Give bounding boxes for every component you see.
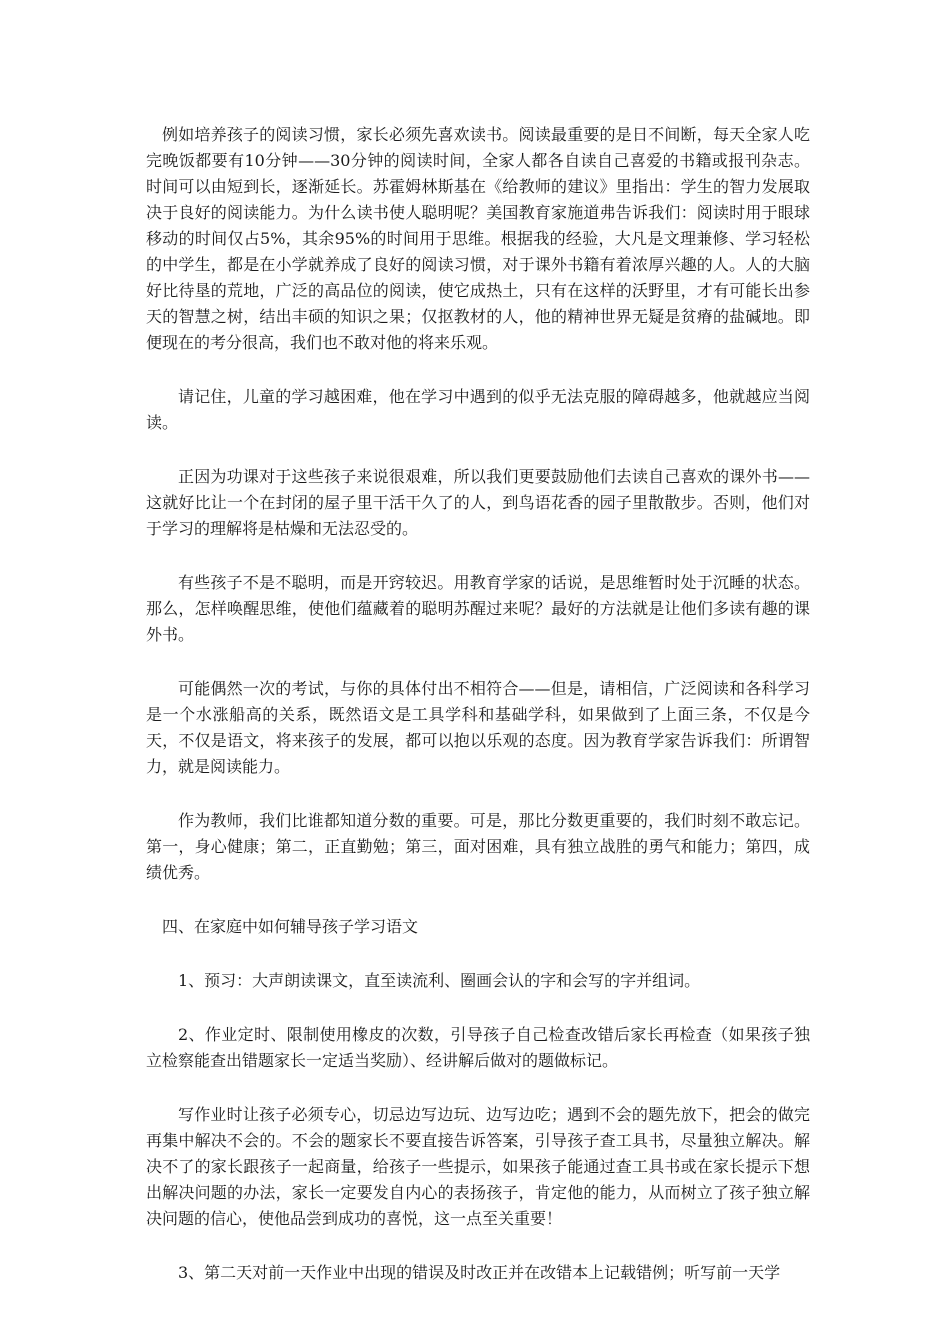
list-item-homework-timing: 2、作业定时、限制使用橡皮的次数，引导孩子自己检查改错后家长再检查（如果孩子独立检察能查出错题家长一定适当奖励）、经讲解后做对的题做标记。 bbox=[146, 1025, 810, 1070]
paragraph-homework-focus: 写作业时让孩子必须专心，切忌边写边玩、边写边吃；遇到不会的题先放下，把会的做完再集中解决不会的。不会的题家长不要直接告诉答案，引导孩子查工具书，尽量独立解决。解决不了的家长跟孩子一起商量，给孩子一些提示，如果孩子能通过查工具书或在家长提示下想出解决问题的办法，家长一定要发自内心的表扬孩子，肯定他的能力，从而树立了孩子独立解决问题的信心，使他品尝到成功的喜悦，这一点至关重要！ bbox=[146, 1105, 810, 1228]
paragraph-late-bloomers: 有些孩子不是不聪明，而是开窍较迟。用教育学家的话说，是思维暂时处于沉睡的状态。那么，怎样唤醒思维，使他们蕴藏着的聪明苏醒过来呢？最好的方法就是让他们多读有趣的课外书。 bbox=[146, 573, 810, 644]
list-item-corrections: 3、第二天对前一天作业中出现的错误及时改正并在改错本上记载错例；听写前一天学 bbox=[178, 1263, 781, 1282]
document-body bbox=[146, 122, 810, 1314]
paragraph-encourage-reading: 正因为功课对于这些孩子来说很艰难，所以我们更要鼓励他们去读自己喜欢的课外书——这就好比让一个在封闭的屋子里干活干久了的人，到鸟语花香的园子里散散步。否则，他们对于学习的理解将是枯燥和无法忍受的。 bbox=[146, 467, 810, 538]
list-item-preview: 1、预习：大声朗读课文，直至读流利、圈画会认的字和会写的字并组词。 bbox=[178, 971, 701, 990]
paragraph-teacher-priorities: 作为教师，我们比谁都知道分数的重要。可是，那比分数更重要的，我们时刻不敢忘记。第一，身心健康；第二，正直勤勉；第三，面对困难，具有独立战胜的勇气和能力；第四，成绩优秀。 bbox=[146, 811, 810, 882]
paragraph-reading-habit: 例如培养孩子的阅读习惯，家长必须先喜欢读书。阅读最重要的是日不间断，每天全家人吃完晚饭都要有10分钟——30分钟的阅读时间，全家人都各自读自己喜爱的书籍或报刊杂志。时间可以由短到长，逐渐延长。苏霍姆林斯基在《给教师的建议》里指出：学生的智力发展取决于良好的阅读能力。为什么读书使人聪明呢？美国教育家施道弗告诉我们：阅读时用于眼球移动的时间仅占5%，其余95%的时间用于思维。根据我的经验，大凡是文理兼修、学习轻松的中学生，都是在小学就养成了良好的阅读习惯，对于课外书籍有着浓厚兴趣的人。人的大脑好比待垦的荒地，广泛的高品位的阅读，使它成热土，只有在这样的沃野里，才有可能长出参天的智慧之树，结出丰硕的知识之果；仅抠教材的人，他的精神世界无疑是贫瘠的盐碱地。即便现在的考分很高，我们也不敢对他的将来乐观。 bbox=[146, 125, 810, 352]
paragraph-remember: 请记住，儿童的学习越困难，他在学习中遇到的似乎无法克服的障碍越多，他就越应当阅读。 bbox=[146, 387, 810, 432]
section-heading-home-tutoring: 四、在家庭中如何辅导孩子学习语文 bbox=[162, 917, 419, 936]
paragraph-exam-results: 可能偶然一次的考试，与你的具体付出不相符合——但是，请相信，广泛阅读和各科学习是一个水涨船高的关系，既然语文是工具学科和基础学科，如果做到了上面三条，不仅是今天，不仅是语文，将来孩子的发展，都可以抱以乐观的态度。因为教育学家告诉我们：所谓智力，就是阅读能力。 bbox=[146, 679, 810, 776]
